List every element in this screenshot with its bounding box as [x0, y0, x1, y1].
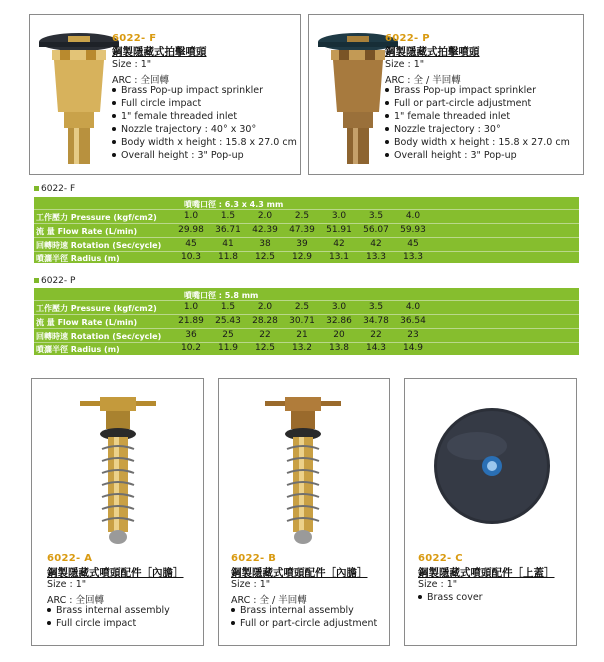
feature-item: Body width x height : 15.8 x 27.0 cm	[385, 137, 570, 148]
feature-item: Nozzle trajectory : 30°	[385, 124, 501, 135]
product-code: 6022- C	[418, 553, 463, 564]
product-size: Size : 1"	[385, 59, 425, 70]
feature-item: 1" female threaded inlet	[385, 111, 510, 122]
table-cell: 51.91	[326, 225, 352, 235]
product-arc: ARC : 全回轉	[112, 75, 170, 86]
product-size: Size : 1"	[112, 59, 152, 70]
table-cell: 22	[259, 330, 271, 340]
product-code: 6022- A	[47, 553, 93, 564]
table-cell: 13.3	[365, 252, 387, 262]
table-cell: 2.5	[294, 211, 310, 221]
table-cell: 10.3	[180, 252, 202, 262]
spec-table-6022-f	[34, 197, 579, 263]
feature-item: 1" female threaded inlet	[112, 111, 237, 122]
row-label: 噴灑半徑 Radius (m)	[36, 345, 120, 354]
table-cell: 2.5	[294, 302, 310, 312]
table-cell: 20	[333, 330, 345, 340]
feature-item: Brass internal assembly	[231, 605, 354, 616]
feature-item: Overall height : 3" Pop-up	[112, 150, 244, 161]
row-label: 回轉時速 Rotation (Sec/cycle)	[36, 332, 162, 341]
table-cell: 12.5	[254, 343, 276, 353]
product-card-6022-b	[218, 378, 390, 646]
sprinkler-popup-f-image	[34, 20, 124, 170]
table-row	[34, 210, 579, 223]
product-name: 鋼製隱藏式拍擊噴頭	[385, 46, 480, 58]
table-cell: 11.8	[217, 252, 239, 262]
table-cell: 47.39	[289, 225, 315, 235]
table-cell: 1.5	[220, 302, 236, 312]
table-cell: 12.5	[254, 252, 276, 262]
table-cell: 41	[222, 239, 234, 249]
product-arc: ARC : 全回轉	[47, 595, 105, 606]
table-cell: 38	[259, 239, 271, 249]
section-label-6022-f: 6022- F	[34, 184, 75, 194]
table-cell: 12.9	[291, 252, 313, 262]
table-cell: 23	[407, 330, 419, 340]
product-card-6022-c	[404, 378, 577, 646]
nozzle-size-header: 噴嘴口徑 : 6.3 x 4.3 mm	[184, 200, 284, 209]
product-name: 鋼製隱藏式拍擊噴頭	[112, 46, 207, 58]
table-cell: 11.9	[217, 343, 239, 353]
product-card-6022-p	[308, 14, 584, 175]
table-cell: 25	[222, 330, 234, 340]
product-code: 6022- P	[385, 33, 430, 44]
table-cell: 28.28	[252, 316, 278, 326]
table-cell: 45	[185, 239, 197, 249]
table-cell: 1.0	[183, 302, 199, 312]
row-label: 工作壓力 Pressure (kgf/cm2)	[36, 213, 157, 222]
table-cell: 29.98	[178, 225, 204, 235]
internal-assembly-a-image	[78, 389, 158, 549]
feature-item: Brass cover	[418, 592, 483, 603]
feature-item: Brass internal assembly	[47, 605, 170, 616]
table-cell: 42.39	[252, 225, 278, 235]
row-label: 流 量 Flow Rate (L/min)	[36, 318, 138, 327]
product-card-6022-a	[31, 378, 204, 646]
row-label: 工作壓力 Pressure (kgf/cm2)	[36, 304, 157, 313]
table-cell: 36.71	[215, 225, 241, 235]
product-name: 鋼製隱藏式噴頭配件［內膽］	[47, 567, 184, 579]
feature-item: Body width x height : 15.8 x 27.0 cm	[112, 137, 297, 148]
feature-item: Brass Pop-up impact sprinkler	[385, 85, 536, 96]
table-cell: 36	[185, 330, 197, 340]
table-cell: 4.0	[405, 211, 421, 221]
feature-item: Overall height : 3" Pop-up	[385, 150, 517, 161]
feature-item: Full circle impact	[112, 98, 201, 109]
table-cell: 2.0	[257, 211, 273, 221]
product-code: 6022- F	[112, 33, 157, 44]
table-row	[34, 238, 579, 251]
table-cell: 36.54	[400, 316, 426, 326]
product-card-6022-f	[29, 14, 301, 175]
table-cell: 39	[296, 239, 308, 249]
table-cell: 13.1	[328, 252, 350, 262]
table-cell: 13.2	[291, 343, 313, 353]
feature-item: Full or part-circle adjustment	[385, 98, 531, 109]
table-cell: 42	[333, 239, 345, 249]
table-cell: 13.8	[328, 343, 350, 353]
feature-item: Full circle impact	[47, 618, 136, 629]
table-cell: 45	[407, 239, 419, 249]
table-cell: 22	[370, 330, 382, 340]
table-row	[34, 342, 579, 355]
table-cell: 14.9	[402, 343, 424, 353]
section-label-6022-p: 6022- P	[34, 276, 75, 286]
table-cell: 1.0	[183, 211, 199, 221]
table-cell: 4.0	[405, 302, 421, 312]
table-cell: 3.5	[368, 211, 384, 221]
table-cell: 3.0	[331, 211, 347, 221]
table-cell: 42	[370, 239, 382, 249]
brass-cover-image	[427, 401, 557, 531]
row-label: 噴灑半徑 Radius (m)	[36, 254, 120, 263]
table-cell: 13.3	[402, 252, 424, 262]
product-name: 鋼製隱藏式噴頭配件［上蓋］	[418, 567, 555, 579]
feature-item: Nozzle trajectory : 40° x 30°	[112, 124, 256, 135]
table-row	[34, 224, 579, 237]
table-row	[34, 251, 579, 264]
table-row	[34, 301, 579, 314]
feature-item: Full or part-circle adjustment	[231, 618, 377, 629]
product-size: Size : 1"	[231, 579, 271, 590]
table-cell: 21	[296, 330, 308, 340]
table-cell: 3.5	[368, 302, 384, 312]
table-cell: 1.5	[220, 211, 236, 221]
table-cell: 21.89	[178, 316, 204, 326]
table-cell: 56.07	[363, 225, 389, 235]
table-row	[34, 329, 579, 342]
nozzle-size-header: 噴嘴口徑 : 5.8 mm	[184, 291, 259, 300]
table-cell: 3.0	[331, 302, 347, 312]
table-cell: 2.0	[257, 302, 273, 312]
table-cell: 34.78	[363, 316, 389, 326]
table-cell: 32.86	[326, 316, 352, 326]
row-label: 回轉時速 Rotation (Sec/cycle)	[36, 241, 162, 250]
product-size: Size : 1"	[47, 579, 87, 590]
table-cell: 10.2	[180, 343, 202, 353]
product-size: Size : 1"	[418, 579, 458, 590]
row-label: 流 量 Flow Rate (L/min)	[36, 227, 138, 236]
product-name: 鋼製隱藏式噴頭配件［內膽］	[231, 567, 368, 579]
table-cell: 30.71	[289, 316, 315, 326]
table-cell: 25.43	[215, 316, 241, 326]
table-row	[34, 315, 579, 328]
table-cell: 59.93	[400, 225, 426, 235]
product-arc: ARC : 全 / 半回轉	[231, 595, 307, 606]
table-cell: 14.3	[365, 343, 387, 353]
product-arc: ARC : 全 / 半回轉	[385, 75, 461, 86]
product-code: 6022- B	[231, 553, 277, 564]
spec-table-6022-p	[34, 288, 579, 355]
feature-item: Brass Pop-up impact sprinkler	[112, 85, 263, 96]
internal-assembly-b-image	[263, 389, 343, 549]
